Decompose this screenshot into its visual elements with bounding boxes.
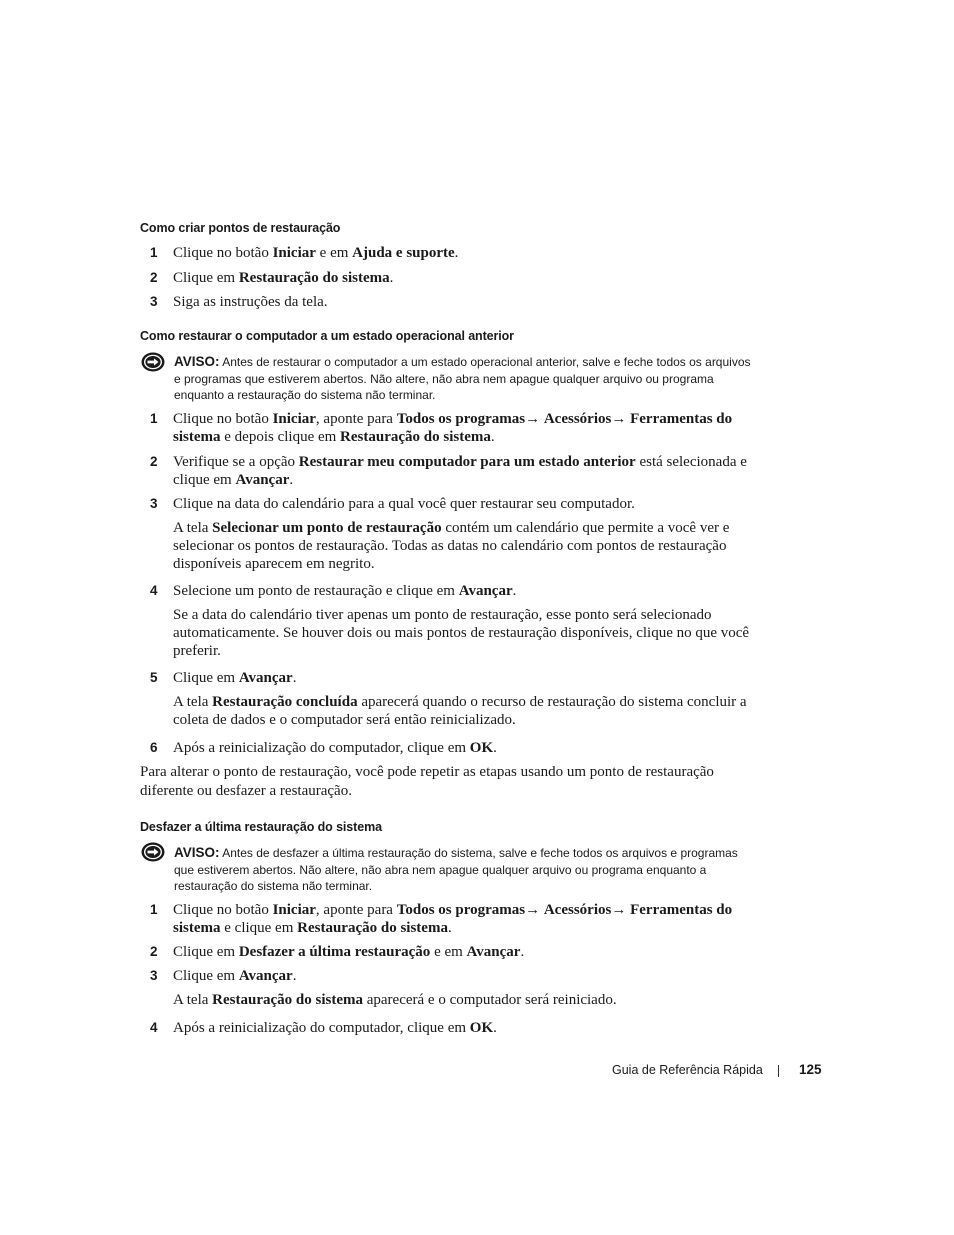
- text-run: Siga as instruções da tela.: [173, 294, 328, 310]
- text-run: , aponte para: [315, 411, 397, 427]
- ui-term: Avançar: [458, 583, 513, 599]
- text-run: Clique em: [173, 670, 239, 686]
- text-run: .: [493, 740, 497, 756]
- ui-term: Avançar: [235, 472, 290, 488]
- step-text: [173, 495, 763, 513]
- step-text: [173, 453, 763, 489]
- text-run: Clique na data do calendário para a qual você quer restaurar seu computador.: [173, 496, 635, 512]
- text-run: .: [454, 245, 459, 261]
- text-run: Se a data do calendário tiver apenas um ponto de restauração, esse ponto será selecionado automaticamente. Se houver dois ou mais pontos de restauração disponíveis, clique no que você preferir.: [173, 607, 750, 659]
- ui-term: Desfazer a última restauração: [238, 944, 431, 960]
- section-heading-undo-restore: Desfazer a última restauração do sistema: [140, 820, 382, 834]
- step-text: [173, 293, 763, 311]
- text-run: aparecerá quando o recurso de restauração do sistema concluir a coleta de dados e o computador será então reinicializado.: [173, 694, 747, 728]
- ui-term: Iniciar: [272, 245, 316, 261]
- ui-term: Restauração do sistema: [238, 270, 390, 286]
- ui-term: Todos os programas: [396, 902, 526, 918]
- text-run: A tela: [173, 520, 213, 536]
- text-run: .: [447, 920, 452, 936]
- step-number: 1: [150, 245, 158, 260]
- ui-term: Ajuda e suporte: [352, 245, 455, 261]
- text-run: Clique no botão: [173, 902, 273, 918]
- ui-term: Restauração do sistema: [297, 920, 448, 936]
- notice-label: AVISO:: [174, 354, 220, 369]
- text-run: .: [490, 429, 495, 445]
- step-note: [173, 991, 763, 1009]
- step-number: 2: [150, 270, 158, 285]
- step-text: [173, 582, 763, 600]
- step-number: 3: [150, 294, 158, 309]
- text-run: Clique em: [173, 968, 239, 984]
- text-run: .: [493, 1020, 497, 1036]
- step-number: 5: [150, 670, 158, 685]
- step-number: 4: [150, 1020, 158, 1035]
- ui-term: OK: [469, 740, 494, 756]
- text-run: Clique em: [173, 944, 239, 960]
- text-run: e em: [315, 245, 353, 261]
- text-run: Após a reinicialização do computador, clique em: [173, 740, 470, 756]
- ui-term: Todos os programas: [396, 411, 526, 427]
- ui-term: Iniciar: [272, 411, 316, 427]
- notice-icon: [141, 352, 165, 372]
- notice-body: Antes de restaurar o computador a um estado operacional anterior, salve e feche todos os arquivos e programas que estiverem abertos. Não altere, não abra nem apague qualquer arquivo ou programa enquanto a restauração do sistema não terminar.: [174, 355, 751, 402]
- step-text: [173, 669, 763, 687]
- text-run: Verifique se a opção: [173, 454, 299, 470]
- text-run: .: [292, 968, 297, 984]
- arrow-separator: →: [525, 411, 544, 427]
- step-text: [173, 967, 763, 985]
- arrow-separator: →: [525, 902, 544, 918]
- text-run: Clique no botão: [173, 411, 273, 427]
- text-run: Selecione um ponto de restauração e clique em: [173, 583, 459, 599]
- step-number: 2: [150, 944, 158, 959]
- text-run: Após a reinicialização do computador, clique em: [173, 1020, 470, 1036]
- step-note: [173, 606, 763, 660]
- step-text: [173, 244, 763, 262]
- text-run: .: [520, 944, 525, 960]
- text-run: Clique em: [173, 270, 239, 286]
- text-run: e clique em: [220, 920, 298, 936]
- ui-term: Restauração concluída: [212, 694, 358, 710]
- text-run: A tela: [173, 992, 213, 1008]
- notice-text: [174, 354, 754, 404]
- notice-text: [174, 845, 754, 895]
- ui-term: OK: [469, 1020, 494, 1036]
- step-number: 3: [150, 496, 158, 511]
- text-run: contém um calendário que permite a você ver e selecionar os pontos de restauração. Todas as datas no calendário com pontos de restauração disponíveis aparecem em negrito.: [173, 520, 730, 572]
- arrow-separator: →: [611, 411, 631, 427]
- text-run: .: [292, 670, 297, 686]
- step-note: [173, 693, 763, 729]
- text-run: .: [512, 583, 517, 599]
- text-run: está selecionada e clique em: [173, 454, 747, 488]
- step-number: 1: [150, 411, 158, 426]
- ui-term: Iniciar: [272, 902, 316, 918]
- page-number: 125: [799, 1062, 822, 1077]
- ui-term: Ferramentas do sistema: [173, 411, 733, 445]
- text-run: .: [389, 270, 394, 286]
- ui-term: Avançar: [238, 670, 293, 686]
- step-text: [173, 269, 763, 287]
- ui-term: Restauração do sistema: [212, 992, 363, 1008]
- notice-body: Antes de desfazer a última restauração do sistema, salve e feche todos os arquivos e programas que estiverem abertos. Não altere, não abra nem apague qualquer arquivo ou programa enquanto a restauração do sistema não terminar.: [174, 846, 738, 893]
- text-run: e em: [430, 944, 467, 960]
- ui-term: Acessórios: [543, 411, 612, 427]
- ui-term: Restauração do sistema: [340, 429, 491, 445]
- notice-label: AVISO:: [174, 845, 220, 860]
- notice-icon: [141, 842, 165, 862]
- ui-term: Selecionar um ponto de restauração: [212, 520, 442, 536]
- footer-separator: [778, 1065, 779, 1077]
- text-run: .: [289, 472, 294, 488]
- text-run: A tela: [173, 694, 213, 710]
- ui-term: Avançar: [466, 944, 521, 960]
- step-note: [173, 519, 763, 573]
- step-text: [173, 739, 763, 757]
- step-text: [173, 943, 763, 961]
- ui-term: Acessórios: [543, 902, 612, 918]
- step-number: 3: [150, 968, 158, 983]
- footer-title: Guia de Referência Rápida: [612, 1063, 763, 1077]
- step-number: 4: [150, 583, 158, 598]
- text-run: , aponte para: [315, 902, 397, 918]
- section-heading-create-restore-points: Como criar pontos de restauração: [140, 221, 341, 235]
- text-run: aparecerá e o computador será reiniciado.: [362, 992, 617, 1008]
- step-number: 1: [150, 902, 158, 917]
- step-text: [173, 901, 763, 937]
- step-text: [173, 1019, 763, 1037]
- text-run: e depois clique em: [220, 429, 341, 445]
- closing-paragraph: Para alterar o ponto de restauração, você pode repetir as etapas usando um ponto de restauração diferente ou desfazer a restauração.: [140, 764, 714, 799]
- step-number: 6: [150, 740, 158, 755]
- ui-term: Ferramentas do sistema: [173, 902, 733, 936]
- step-number: 2: [150, 454, 158, 469]
- ui-term: Avançar: [238, 968, 293, 984]
- section-heading-restore-computer: Como restaurar o computador a um estado operacional anterior: [140, 329, 514, 343]
- step-text: [173, 410, 763, 446]
- text-run: Clique no botão: [173, 245, 273, 261]
- arrow-separator: →: [611, 902, 631, 918]
- ui-term: Restaurar meu computador para um estado anterior: [298, 454, 636, 470]
